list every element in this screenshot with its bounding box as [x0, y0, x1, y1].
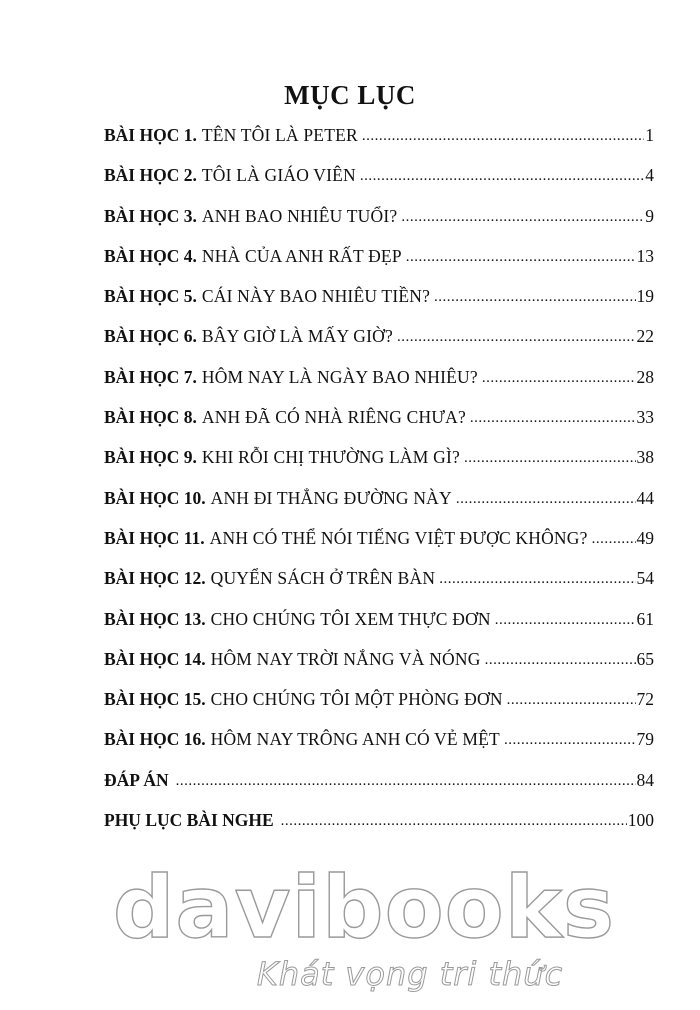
toc-entry-page: 9 — [645, 205, 654, 226]
toc-entry-label: ĐÁP ÁN — [104, 769, 169, 790]
toc-entry-label: BÀI HỌC 7. — [104, 366, 197, 387]
toc-entry-title: HÔM NAY TRỜI NẮNG VÀ NÓNG — [210, 648, 481, 669]
toc-entry — [104, 367, 654, 407]
toc-entry — [104, 125, 654, 165]
toc-entry-label: BÀI HỌC 12. — [104, 568, 206, 589]
toc-entry-page: 1 — [645, 125, 654, 145]
toc-entry — [104, 528, 654, 568]
toc-entry — [104, 165, 654, 205]
toc-entry-page: 100 — [627, 810, 654, 831]
toc-entry-page: 54 — [636, 568, 654, 589]
toc-entry-title: ANH CÓ THỂ NÓI TIẾNG VIỆT ĐƯỢC KHÔNG? — [209, 527, 588, 548]
toc-entry-title: TÊN TÔI LÀ PETER — [201, 125, 358, 145]
toc-entry-leader — [281, 809, 627, 830]
toc-entry-label: PHỤ LỤC BÀI NGHE — [104, 810, 274, 831]
toc-entry-title: ANH ĐÃ CÓ NHÀ RIÊNG CHƯA? — [201, 407, 466, 428]
toc-entry-label: BÀI HỌC 15. — [104, 689, 206, 710]
toc-entry-page: 33 — [636, 407, 654, 428]
toc-entry — [104, 286, 654, 326]
toc-entry-label: BÀI HỌC 1. — [104, 125, 197, 145]
toc-entry — [104, 609, 654, 649]
toc-entry-leader — [362, 124, 644, 145]
toc-entry-label: BÀI HỌC 5. — [104, 286, 197, 307]
toc-entry-page: 44 — [636, 487, 654, 508]
toc-entry-title: CHO CHÚNG TÔI XEM THỰC ĐƠN — [210, 608, 491, 629]
toc-entry-page: 65 — [636, 648, 654, 669]
toc-entry-label: BÀI HỌC 16. — [104, 729, 206, 750]
toc-entry-leader — [456, 487, 636, 508]
toc-entry-page: 49 — [636, 527, 654, 548]
toc-entry-label: BÀI HỌC 10. — [104, 487, 206, 508]
watermark — [0, 858, 700, 993]
toc-entry — [104, 326, 654, 366]
toc-entry-title: CÁI NÀY BAO NHIÊU TIỀN? — [201, 286, 431, 307]
toc-entry-page: 22 — [636, 326, 654, 347]
toc-entry-title: ANH ĐI THẲNG ĐƯỜNG NÀY — [210, 487, 452, 508]
watermark-slogan: Khát vọng tri thức — [256, 955, 564, 993]
toc-entry-label: BÀI HỌC 9. — [104, 447, 197, 468]
toc-entry-leader — [592, 527, 636, 548]
toc-entry-page: 28 — [636, 366, 654, 387]
toc-entry-label: BÀI HỌC 2. — [104, 165, 197, 186]
toc-entry-label: BÀI HỌC 14. — [104, 648, 206, 669]
toc-entry-leader — [495, 608, 636, 629]
page-title: MỤC LỤC — [284, 80, 416, 110]
toc-entry-title: TÔI LÀ GIÁO VIÊN — [201, 165, 356, 186]
toc-entry — [104, 810, 654, 850]
toc-entry — [104, 729, 654, 769]
toc-entry — [104, 206, 654, 246]
toc-entry-label: BÀI HỌC 4. — [104, 245, 197, 266]
toc-entry-label: BÀI HỌC 8. — [104, 407, 197, 428]
toc-entry-page: 4 — [645, 165, 654, 186]
toc-entry — [104, 689, 654, 729]
toc-entry-leader — [176, 769, 636, 790]
toc-entry — [104, 407, 654, 447]
toc-entry-page: 72 — [636, 689, 654, 710]
toc-entry-title: CHO CHÚNG TÔI MỘT PHÒNG ĐƠN — [210, 689, 503, 710]
toc-entry-title: QUYỂN SÁCH Ở TRÊN BÀN — [210, 568, 436, 589]
toc-entry-leader — [439, 567, 635, 588]
toc-entry-label: BÀI HỌC 11. — [104, 527, 205, 548]
toc-entry-title: BÂY GIỜ LÀ MẤY GIỜ? — [201, 326, 393, 347]
toc-entry-page: 19 — [636, 286, 654, 307]
table-of-contents — [104, 125, 654, 850]
toc-entry-title: ANH BAO NHIÊU TUỔI? — [201, 205, 398, 226]
toc-entry-page: 13 — [636, 245, 654, 266]
toc-entry-title: NHÀ CỦA ANH RẤT ĐẸP — [201, 245, 402, 266]
toc-entry-title: HÔM NAY TRÔNG ANH CÓ VẺ MỆT — [210, 729, 500, 750]
toc-entry — [104, 770, 654, 810]
toc-entry-leader — [504, 728, 636, 749]
toc-entry-leader — [406, 245, 636, 266]
toc-entry-leader — [464, 446, 636, 467]
toc-entry-title: HÔM NAY LÀ NGÀY BAO NHIÊU? — [201, 366, 478, 387]
toc-entry — [104, 447, 654, 487]
toc-entry-title: KHI RỖI CHỊ THƯỜNG LÀM GÌ? — [201, 447, 460, 468]
toc-entry-label: BÀI HỌC 3. — [104, 205, 197, 226]
toc-entry-leader — [360, 164, 644, 185]
toc-entry — [104, 246, 654, 286]
toc-entry-leader — [397, 325, 636, 346]
toc-entry-leader — [401, 205, 644, 226]
toc-entry-leader — [482, 366, 636, 387]
toc-entry — [104, 568, 654, 608]
toc-entry-leader — [485, 648, 636, 669]
toc-entry-label: BÀI HỌC 13. — [104, 608, 206, 629]
toc-entry-label: BÀI HỌC 6. — [104, 326, 197, 347]
toc-entry — [104, 488, 654, 528]
toc-entry-page: 79 — [636, 729, 654, 750]
toc-entry-leader — [507, 688, 636, 709]
toc-entry — [104, 649, 654, 689]
toc-entry-page: 38 — [636, 447, 654, 468]
toc-entry-page: 84 — [636, 769, 654, 790]
watermark-logo: davibooks — [112, 858, 616, 958]
toc-entry-page: 61 — [636, 608, 654, 629]
toc-entry-leader — [434, 285, 635, 306]
toc-entry-leader — [470, 406, 636, 427]
